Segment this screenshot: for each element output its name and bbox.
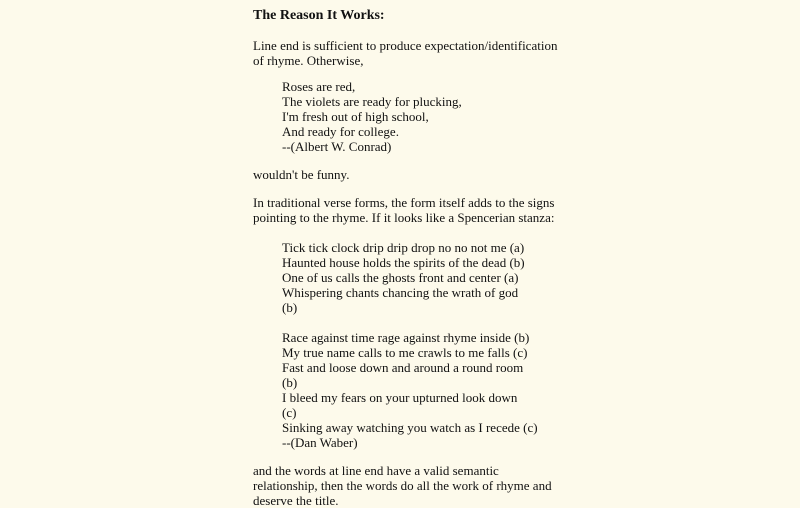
poem-line: Tick tick clock drip drip drop no no not me (a): [282, 240, 525, 255]
conclusion-paragraph: [253, 463, 573, 508]
document-body: [253, 8, 573, 508]
poem-line: Fast and loose down and around a round room: [282, 360, 524, 375]
poem-line: I'm fresh out of high school,: [282, 109, 429, 124]
poem-line: (b): [282, 300, 298, 315]
intro-paragraph: [253, 38, 573, 68]
text-line: pointing to the rhyme. If it looks like a Spencerian stanza:: [253, 210, 555, 225]
poem-attribution: --(Dan Waber): [282, 435, 358, 450]
poem-line: The violets are ready for plucking,: [282, 94, 462, 109]
text-line: of rhyme. Otherwise,: [253, 53, 364, 68]
poem-line: And ready for college.: [282, 124, 399, 139]
poem-attribution: --(Albert W. Conrad): [282, 139, 392, 154]
poem-line: Haunted house holds the spirits of the dead (b): [282, 255, 525, 270]
section-heading: The Reason It Works:: [253, 8, 385, 23]
poem-line: (b): [282, 375, 298, 390]
poem-line: Sinking away watching you watch as I recede (c): [282, 420, 538, 435]
poem-line: I bleed my fears on your upturned look down: [282, 390, 518, 405]
poem-line: Race against time rage against rhyme inside (b): [282, 330, 530, 345]
poem-line: Whispering chants chancing the wrath of god: [282, 285, 519, 300]
text-line: In traditional verse forms, the form itself adds to the signs: [253, 195, 555, 210]
text-line: deserve the title.: [253, 493, 339, 508]
poem-spencerian-stanza: [282, 240, 573, 450]
after-poem-paragraph: [253, 167, 573, 182]
poem-line: Roses are red,: [282, 79, 356, 94]
poem-roses-are-red: [282, 79, 573, 154]
text-line: wouldn't be funny.: [253, 167, 350, 182]
poem-line: One of us calls the ghosts front and center (a): [282, 270, 519, 285]
traditional-forms-paragraph: [253, 195, 573, 225]
text-line: Line end is sufficient to produce expectation/identification: [253, 38, 558, 53]
text-line: relationship, then the words do all the work of rhyme and: [253, 478, 552, 493]
poem-line: My true name calls to me crawls to me falls (c): [282, 345, 528, 360]
poem-line: (c): [282, 405, 297, 420]
text-line: and the words at line end have a valid semantic: [253, 463, 499, 478]
